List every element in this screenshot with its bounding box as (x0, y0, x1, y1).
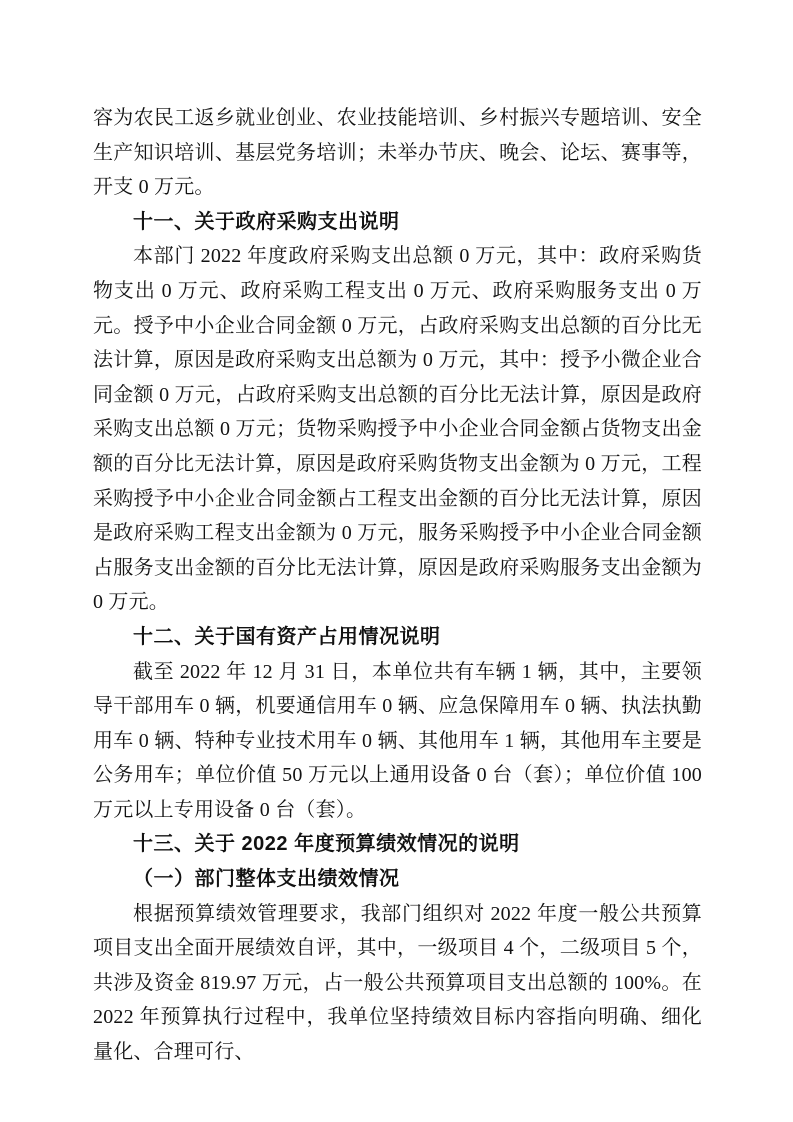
paragraph-government-procurement: 本部门 2022 年度政府采购支出总额 0 万元，其中：政府采购货物支出 0 万元、政府采购工程支出 0 万元、政府采购服务支出 0 万元。授予中小企业合同金额 0 万元，占政府采购支出总额的百分比无法计算，原因是政府采购支出总额为 0 万元，其中：授予小微企业合同金额 0 万元，占政府采购支出总额的百分比无法计算，原因是政府采购支出总额 0 万元；货物采购授予中小企业合同金额占货物支出金额的百分比无法计算，原因是政府采购货物支出金额为 0 万元，工程采购授予中小企业合同金额占工程支出金额的百分比无法计算，原因是政府采购工程支出金额为 0 万元，服务采购授予中小企业合同金额占服务支出金额的百分比无法计算，原因是政府采购服务支出金额为 0 万元。 (93, 245, 702, 614)
sub-heading-overall-expenditure-performance: （一）部门整体支出绩效情况 (133, 868, 400, 891)
section-heading-12-state-assets: 十二、关于国有资产占用情况说明 (133, 625, 441, 648)
document-content (93, 101, 702, 1070)
paragraph-state-assets: 截至 2022 年 12 月 31 日，本单位共有车辆 1 辆，其中，主要领导干部用车 0 辆，机要通信用车 0 辆、应急保障用车 0 辆、执法执勤用车 0 辆、特种专业技术用车 0 辆、其他用车 1 辆，其他用车主要是公务用车；单位价值 50 万元以上通用设备 0 台（套）；单位价值 100 万元以上专用设备 0 台（套）。 (93, 660, 702, 821)
section-heading-13-budget-performance: 十三、关于 2022 年度预算绩效情况的说明 (133, 833, 520, 856)
paragraph-performance-self-evaluation: 根据预算绩效管理要求，我部门组织对 2022 年度一般公共预算项目支出全面开展绩效自评，其中，一级项目 4 个，二级项目 5 个，共涉及资金 819.97 万元，占一般公共预算项目支出总额的 100%。在 2022 年预算执行过程中，我单位坚持绩效目标内容指向明确、细化量化、合理可行、 (93, 902, 702, 1064)
paragraph-training-continuation: 容为农民工返乡就业创业、农业技能培训、乡村振兴专题培训、安全生产知识培训、基层党务培训；未举办节庆、晚会、论坛、赛事等，开支 0 万元。 (93, 107, 702, 199)
section-heading-11-government-procurement: 十一、关于政府采购支出说明 (133, 210, 400, 233)
